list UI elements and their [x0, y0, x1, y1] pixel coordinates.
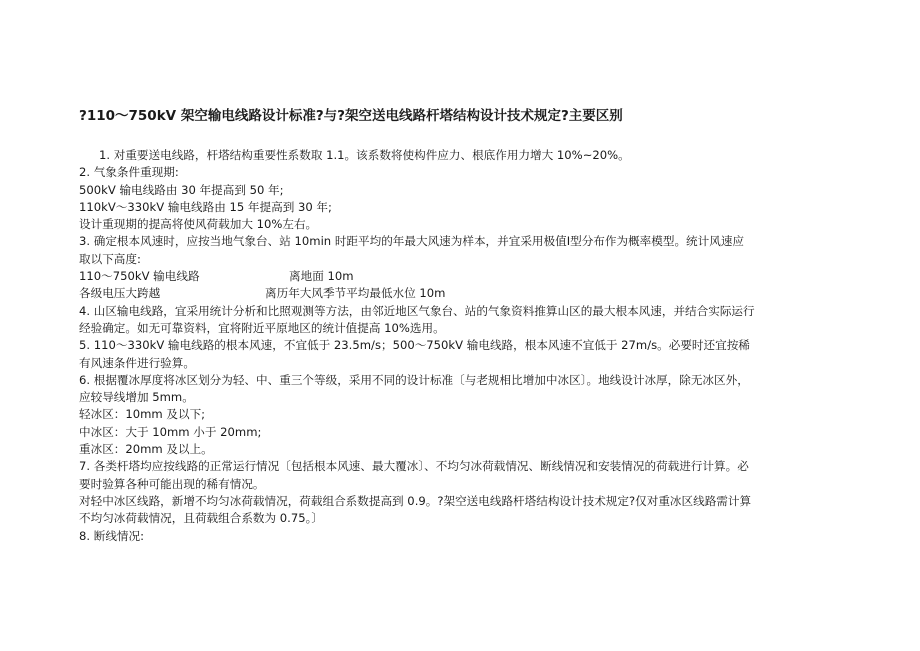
height-row-value: 离历年大风季节平均最低水位 10m	[265, 286, 446, 301]
paragraph-line: 取以下高度:	[79, 251, 141, 266]
paragraph-line: 轻冰区：10mm 及以下;	[79, 407, 206, 422]
paragraph-line: 4. 山区输电线路，宜采用统计分析和比照观测等方法，由邻近地区气象台、站的气象资料推算山区的最大根本风速，并结合实际运行	[79, 303, 755, 318]
paragraph-line: 500kV 输电线路由 30 年提高到 50 年;	[79, 182, 284, 197]
paragraph-line: 有风速条件进行验算。	[79, 355, 195, 370]
paragraph-line: 对轻中冰区线路，新增不均匀冰荷载情况，荷载组合系数提高到 0.9。?架空送电线路杆塔结构设计技术规定?仅对重冰区线路需计算	[79, 493, 752, 508]
height-row-item: 110～750kV 输电线路	[79, 269, 200, 284]
height-row	[79, 285, 849, 302]
paragraph-line: 设计重现期的提高将使风荷载加大 10%左右。	[79, 217, 318, 232]
paragraph-line: 6. 根据覆冰厚度将冰区划分为轻、中、重三个等级，采用不同的设计标准〔与老规相比增加中冰区〕。地线设计冰厚，除无冰区外，	[79, 372, 749, 387]
height-row	[79, 268, 849, 285]
document-title: ?110～750kV 架空输电线路设计标准?与?架空送电线路杆塔结构设计技术规定?主要区别	[79, 108, 623, 124]
height-row-item: 各级电压大跨越	[79, 286, 161, 301]
paragraph-line: 1. 对重要送电线路，杆塔结构重要性系数取 1.1。该系数将使构件应力、根底作用力增大 10%~20%。	[99, 148, 630, 162]
paragraph-line: 8. 断线情况:	[79, 528, 145, 543]
paragraph-line: 3. 确定根本风速时，应按当地气象台、站 10min 时距平均的年最大风速为样本，并宜采用极值Ⅰ型分布作为概率模型。统计风速应	[79, 234, 745, 249]
height-row-value: 离地面 10m	[289, 269, 354, 284]
paragraph-line: 2. 气象条件重现期:	[79, 165, 179, 180]
paragraph-line: 5. 110～330kV 输电线路的根本风速，不宜低于 23.5m/s；500～750kV 输电线路，根本风速不宜低于 27m/s。必要时还宜按稀	[79, 338, 750, 353]
paragraph-line: 7. 各类杆塔均应按线路的正常运行情况〔包括根本风速、最大覆冰〕、不均匀冰荷载情况、断线情况和安装情况的荷载进行计算。必	[79, 459, 749, 474]
paragraph-line: 中冰区：大于 10mm 小于 20mm;	[79, 424, 262, 439]
document-body	[79, 147, 849, 545]
paragraph-line: 不均匀冰荷载情况，且荷载组合系数为 0.75。〕	[79, 511, 323, 526]
paragraph-line: 要时验算各种可能出现的稀有情况。	[79, 476, 265, 491]
paragraph-line: 重冰区：20mm 及以上。	[79, 442, 213, 457]
paragraph-line: 应较导线增加 5mm。	[79, 390, 194, 405]
paragraph-line: 110kV～330kV 输电线路由 15 年提高到 30 年;	[79, 199, 332, 214]
paragraph-line: 经验确定。如无可靠资料，宜将附近平原地区的统计值提高 10%选用。	[79, 320, 445, 335]
